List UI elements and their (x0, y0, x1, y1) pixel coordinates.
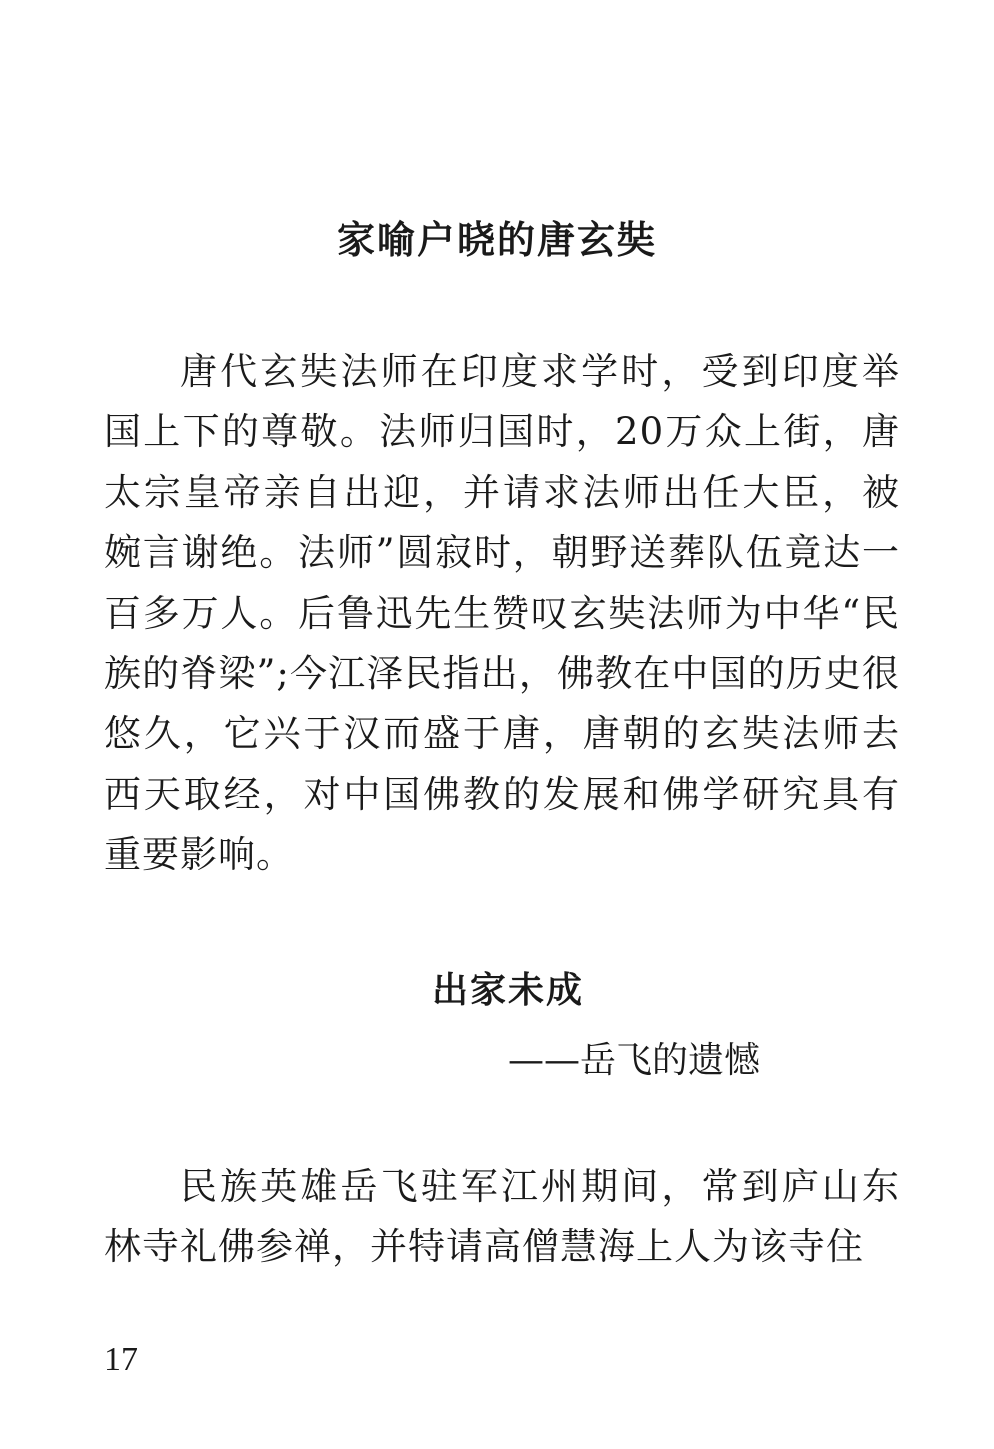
section-title: 出家未成 (432, 970, 585, 1011)
page-number: 17 (104, 1341, 138, 1378)
article-title: 家喻户晓的唐玄奘 (336, 218, 657, 262)
article-paragraph: 唐代玄奘法师在印度求学时，受到印度举国上下的尊敬。法师归国时，20万众上街，唐太宗皇帝亲自出迎，并请求法师出任大臣，被婉言谢绝。法师”圆寂时，朝野送葬队伍竟达一百多万人。后鲁迅先生赞叹玄奘法师为中华“民族的脊梁”;今江泽民指出，佛教在中国的历史很悠久，它兴于汉而盛于唐，唐朝的玄奘法师去西天取经，对中国佛教的发展和佛学研究具有重要影响。 (104, 350, 900, 877)
section-paragraph: 民族英雄岳飞驻军江州期间，常到庐山东林寺礼佛参禅，并特请高僧慧海上人为该寺住 (104, 1165, 900, 1269)
section-subtitle: ——岳飞的遗憾 (508, 1040, 761, 1081)
